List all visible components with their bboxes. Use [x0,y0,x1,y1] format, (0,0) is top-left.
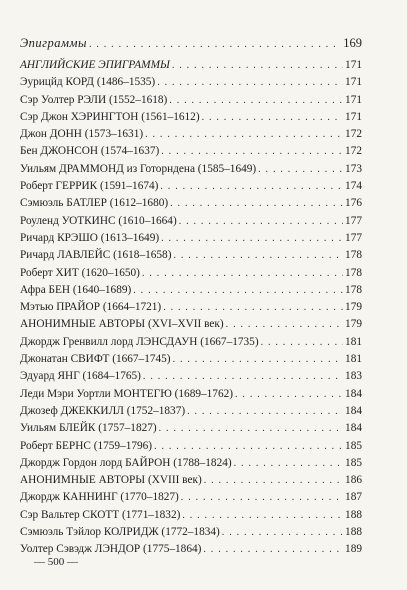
toc-entry-title: Уолтер Сэвэдж ЛЭНДОР (1775–1864) [20,543,202,556]
toc-entry-page: 186 [345,474,362,487]
toc-entry [20,318,362,335]
table-of-contents [20,36,362,561]
toc-section-page: 171 [345,59,362,71]
dot-leader [172,60,343,71]
toc-entry-page: 188 [345,508,362,521]
toc-entry-page: 183 [345,370,362,383]
toc-entry-page: 189 [345,543,362,556]
toc-entry-title: Ричард ЛАВЛЕЙС (1618–1658) [20,249,172,262]
toc-entry [20,128,362,145]
toc-entry [20,370,362,387]
toc-entry [20,440,362,457]
toc-entry-page: 171 [345,76,362,89]
toc-entry-title: Сэр Вальтер СКОТТ (1771–1832) [20,508,181,521]
toc-entry [20,232,362,249]
toc-entry-title: Мэтью ПРАЙОР (1664–1721) [20,301,162,314]
dot-leader [182,510,343,521]
toc-entry-title: Уильям БЛЕЙК (1757–1827) [20,422,157,435]
toc-entry [20,509,362,526]
toc-entry-page: 178 [345,249,362,262]
toc-entry-page: 185 [345,456,362,469]
dot-leader [154,441,343,452]
toc-section-title: АНГЛИЙСКИЕ ЭПИГРАММЫ [20,59,170,71]
toc-entry-title: Сэр Джон ХЭРИНГТОН (1561–1612) [20,110,200,123]
dot-leader [181,492,343,503]
dot-leader [234,458,343,469]
toc-entry-page: 172 [345,128,362,141]
toc-entry [20,301,362,318]
toc-entry-page: 184 [345,422,362,435]
toc-entry-page: 176 [345,197,362,210]
toc-entry-title: Эурицйд КОРД (1486–1535) [20,76,156,89]
toc-entry [20,180,362,197]
toc-entry-title: Роуленд УОТКИНС (1610–1664) [20,214,177,227]
dot-leader [142,268,343,279]
dot-leader [258,164,343,175]
toc-entry-title: Роберт ХИТ (1620–1650) [20,266,140,279]
toc-entry [20,249,362,266]
toc-entry-page: 181 [345,335,362,348]
toc-entry-page: 171 [345,93,362,106]
toc-entry [20,491,362,508]
toc-entry-title: АНОНИМНЫЕ АВТОРЫ (XVIII век) [20,474,202,487]
toc-entry-page: 187 [345,491,362,504]
toc-entry [20,267,362,284]
toc-entry [20,145,362,162]
dot-leader [170,198,343,209]
dot-leader [159,423,343,434]
toc-entry [20,422,362,439]
toc-entry-page: 184 [345,387,362,400]
toc-entry-page: 171 [345,110,362,123]
toc-heading-title: Эпиграммы [20,36,87,50]
toc-entry [20,336,362,353]
toc-entry [20,526,362,543]
toc-entry-page: 177 [345,231,362,244]
toc-entry [20,474,362,491]
toc-entry [20,76,362,93]
toc-entry [20,353,362,370]
toc-heading-page: 169 [343,36,362,50]
toc-entry-title: Афра БЕН (1640–1689) [20,283,132,296]
toc-entry [20,405,362,422]
toc-entry [20,457,362,474]
dot-leader [204,475,343,486]
toc-entry [20,284,362,301]
dot-leader [143,371,343,382]
toc-entry-title: Джозеф ДЖЕККИЛЛ (1752–1837) [20,404,186,417]
toc-entry-title: Сэмюэль Тэйлор КОЛРИДЖ (1772–1834) [20,526,220,539]
toc-entry-title: Бен ДЖОНСОН (1574–1637) [20,145,160,158]
toc-entry-title: Уильям ДРАММОНД из Готорндена (1585–1649) [20,162,257,175]
dot-leader [160,181,343,192]
dot-leader [235,389,343,400]
dot-leader [222,527,343,538]
toc-section-row [20,59,362,76]
dot-leader [173,250,343,261]
toc-entry [20,111,362,128]
toc-entry [20,388,362,405]
dot-leader [261,337,343,348]
dot-leader [202,112,343,123]
toc-entry-title: Джордж Гордон лорд БАЙРОН (1788–1824) [20,456,232,469]
toc-entry-page: 179 [345,301,362,314]
toc-entry-title: Эдуард ЯНГ (1684–1765) [20,370,141,383]
toc-entry [20,163,362,180]
toc-entry-page: 181 [345,353,362,366]
toc-entry-title: Джордж Гренвилл лорд ЛЭНСДАУН (1667–1735) [20,335,259,348]
toc-entry-title: Джордж КАННИНГ (1770–1827) [20,491,179,504]
dot-leader [169,95,343,106]
dot-leader [179,216,343,227]
dot-leader [226,319,343,330]
toc-entry-title: Сэр Уолтер РЭЛИ (1552–1618) [20,93,168,106]
toc-entry-title: Роберт БЕРНС (1759–1796) [20,439,153,452]
dot-leader [187,406,343,417]
toc-entry [20,94,362,111]
toc-entry-title: Джонатан СВИФТ (1667–1745) [20,353,171,366]
toc-entry-page: 177 [345,214,362,227]
toc-entry-page: 185 [345,439,362,452]
toc-entry-page: 188 [345,526,362,539]
toc-entry-page: 179 [345,318,362,331]
dot-leader [203,544,343,555]
toc-entry-title: Сэмюэль БАТЛЕР (1612–1680) [20,197,169,210]
dot-leader [157,77,343,88]
page-number: — 500 — [34,556,78,568]
toc-entry-page: 174 [345,180,362,193]
dot-leader [173,354,343,365]
toc-entry [20,215,362,232]
toc-entry-page: 184 [345,404,362,417]
dot-leader [161,146,343,157]
toc-entry-title: Леди Мэри Уортли МОНТЕГЮ (1689–1762) [20,387,234,400]
dot-leader [133,285,343,296]
toc-entry-title: АНОНИМНЫЕ АВТОРЫ (XVI–XVII век) [20,318,224,331]
toc-entry [20,197,362,214]
toc-entry-page: 173 [345,162,362,175]
toc-entry-page: 178 [345,266,362,279]
toc-entry-list [20,76,362,560]
dot-leader [163,302,343,313]
toc-entry-title: Ричард КРЭШО (1613–1649) [20,231,160,244]
toc-entry-page: 172 [345,145,362,158]
dot-leader [89,39,341,50]
toc-entry-page: 178 [345,283,362,296]
toc-entry-title: Роберт ГЕРРИК (1591–1674) [20,180,159,193]
dot-leader [161,233,343,244]
toc-entry-title: Джон ДОНН (1573–1631) [20,128,144,141]
dot-leader [145,129,343,140]
toc-heading-row [20,36,362,56]
